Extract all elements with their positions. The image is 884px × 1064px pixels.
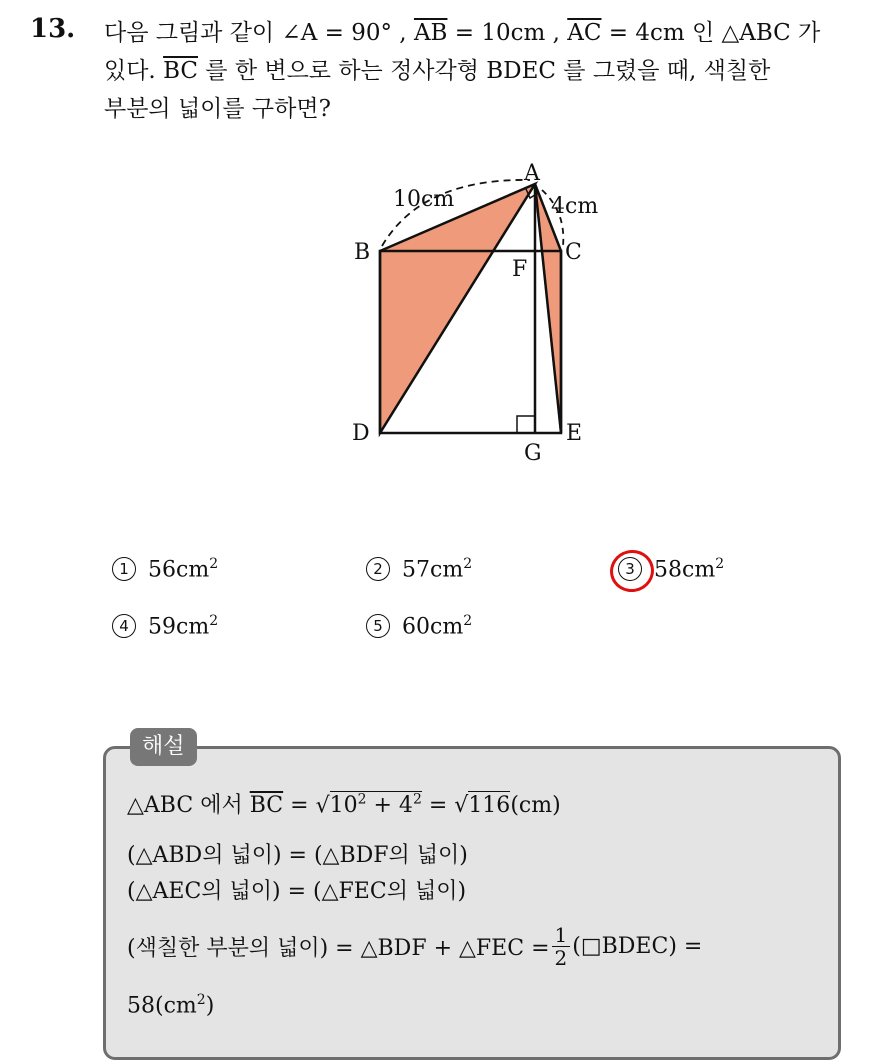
question-text (104, 14, 874, 128)
label-ac-length: 4cm (551, 194, 599, 219)
choice-5[interactable] (366, 613, 472, 639)
choice-4[interactable] (112, 613, 218, 639)
label-b: B (354, 240, 371, 265)
choice-text-3: $58cm^2$ (654, 556, 725, 583)
choice-number-4: 4 (112, 614, 136, 638)
label-e: E (566, 421, 583, 446)
choice-number-3-selected: 3 (618, 557, 642, 581)
solution-line-4: (색칠한 부분의 넓이) = △BDF + △FEC = $\frac{1}{2}$ (□BDEC) = (127, 923, 703, 970)
geometry-figure (330, 160, 630, 470)
choice-text-1: $56cm^2$ (148, 556, 219, 583)
question-line-2: 있다. $\overline{BC}$ 를 한 변으로 하는 정사각형 BDEC 를 그렸을 때, 색칠한 (104, 58, 771, 84)
solution-tag: 해설 (130, 728, 197, 766)
choice-text-2: $57cm^2$ (402, 556, 473, 583)
choice-3[interactable] (618, 556, 724, 582)
choice-text-4: $59cm^2$ (148, 613, 219, 640)
label-d: D (352, 421, 370, 446)
choice-number-1: 1 (112, 557, 136, 581)
solution-line-2: (△ABD의 넓이) = (△BDF의 넓이) (127, 843, 468, 868)
choice-text-5: $60cm^2$ (402, 613, 473, 640)
solution-line-5: $58(cm^2)$ (127, 992, 215, 1019)
question-line-3: 부분의 넓이를 구하면? (104, 96, 331, 122)
choice-number-5: 5 (366, 614, 390, 638)
label-a: A (524, 161, 540, 186)
choice-number-2: 2 (366, 557, 390, 581)
solution-line-1: △ABC 에서 $\overline{BC} = √10^2 + 4^2 = √116(cm)$ (127, 791, 561, 818)
label-ab-length: 10cm (393, 187, 455, 212)
right-angle-mark-g (517, 416, 535, 433)
solution-line-3: (△AEC의 넓이) = (△FEC의 넓이) (127, 879, 467, 904)
question-line-1: 다음 그림과 같이 ∠A = 90° , $\overline{AB} = 10cm$ , $\overline{AC} = 4cm$ 인 △ABC 가 (104, 20, 821, 46)
label-c: C (565, 240, 582, 265)
fraction-one-half: $\frac{1}{2}$ (552, 924, 571, 969)
choice-2[interactable] (366, 556, 472, 582)
choice-1[interactable] (112, 556, 218, 582)
label-g: G (524, 441, 542, 466)
question-number: 13. (30, 14, 76, 44)
label-f: F (512, 257, 528, 282)
